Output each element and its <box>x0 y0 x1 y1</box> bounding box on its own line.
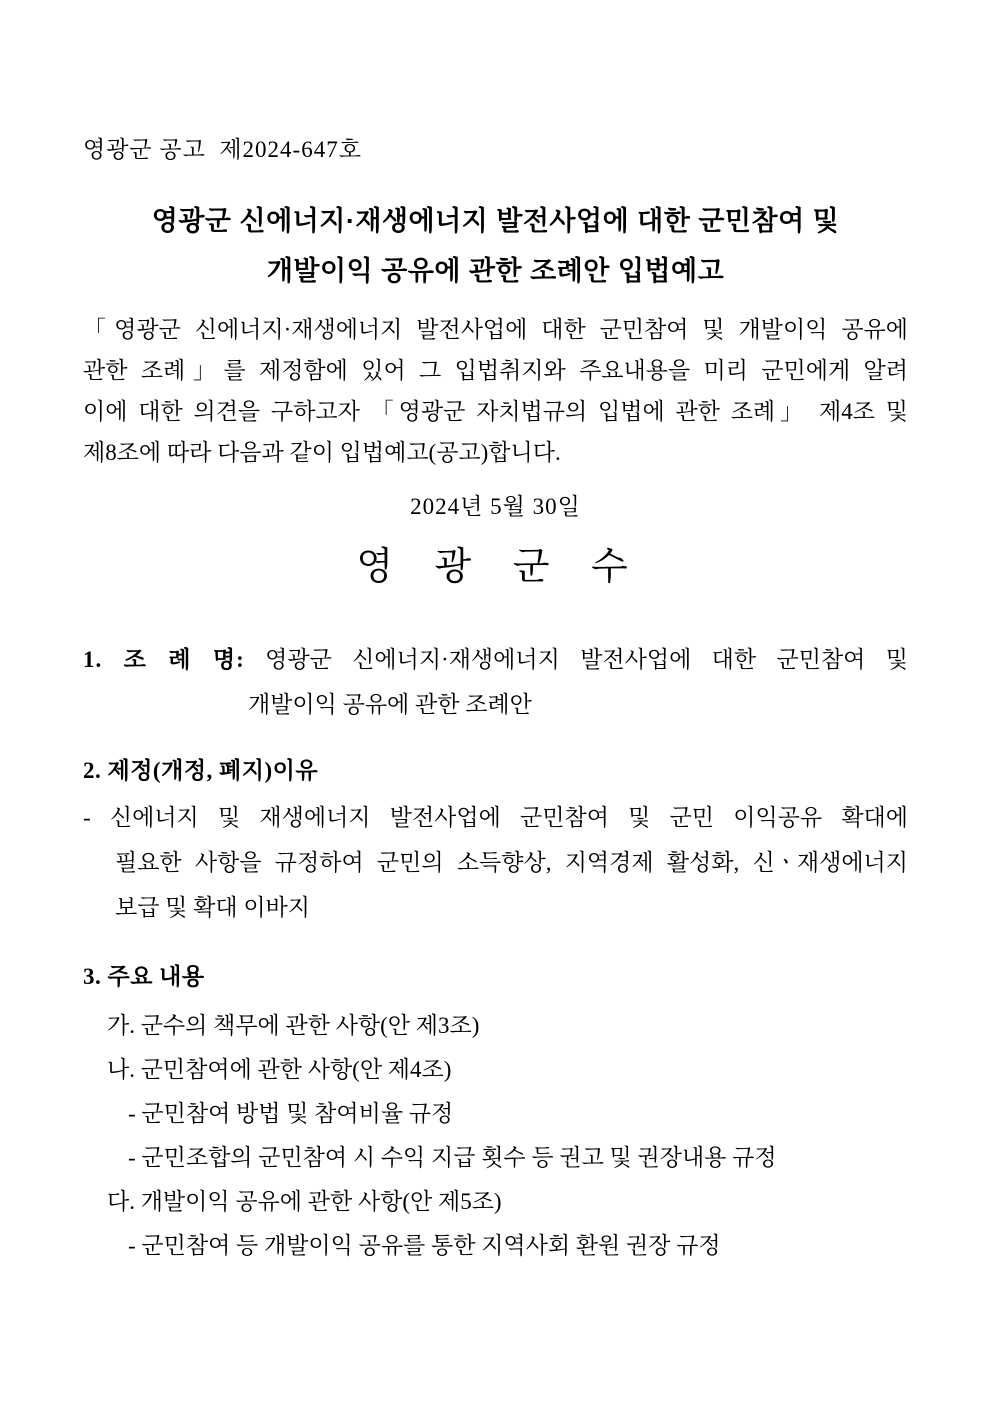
section-enactment-reason <box>83 749 908 930</box>
section1-line2: 개발이익 공유에 관한 조례안 <box>248 692 532 717</box>
section1-label: 1. 조 례 명: <box>83 647 245 672</box>
list-subitem-dash-2: - 군민조합의 군민참여 시 수익 지급 횟수 등 권고 및 권장내용 규정 <box>128 1145 777 1170</box>
section1-line1 <box>83 637 908 682</box>
section2-body <box>83 795 908 930</box>
section2-line-2: 필요한 사항을 규정하여 군민의 소득향상, 지역경제 활성화, 신ㆍ재생에너지 <box>115 850 908 875</box>
section3-heading: 3. 주요 내용 <box>83 964 205 989</box>
section3-item-list <box>83 1004 908 1268</box>
intro-paragraph <box>83 309 908 473</box>
section-main-contents <box>83 955 908 1268</box>
intro-line-4: 제8조에 따라 다음과 같이 입법예고(공고)합니다. <box>83 440 561 465</box>
intro-line-3: 이에 대한 의견을 구하고자 「영광군 자치법규의 입법에 관한 조례」 제4조 및 <box>83 399 908 424</box>
list-item-da: 다. 개발이익 공유에 관한 사항(안 제5조) <box>107 1189 502 1214</box>
announcement-date: 2024년 5월 30일 <box>410 494 581 519</box>
section2-heading: 2. 제정(개정, 폐지)이유 <box>83 758 319 783</box>
section2-line-3: 보급 및 확대 이바지 <box>115 895 310 920</box>
list-item-na: 나. 군민참여에 관한 사항(안 제4조) <box>107 1057 452 1082</box>
intro-line-1: 「영광군 신에너지·재생에너지 발전사업에 대한 군민참여 및 개발이익 공유에 <box>83 317 908 342</box>
notice-number: 영광군 공고 제2024-647호 <box>83 137 362 162</box>
list-subitem-dash-3: - 군민참여 등 개발이익 공유를 통한 지역사회 환원 권장 규정 <box>128 1233 721 1258</box>
section-ordinance-name <box>83 637 908 727</box>
intro-line-2: 관한 조례」를 제정함에 있어 그 입법취지와 주요내용을 미리 군민에게 알려 <box>83 358 908 383</box>
document-title <box>83 196 908 296</box>
section2-line-1: - 신에너지 및 재생에너지 발전사업에 군민참여 및 군민 이익공유 확대에 <box>83 805 908 830</box>
list-item-ga: 가. 군수의 책무에 관한 사항(안 제3조) <box>107 1013 480 1038</box>
document-title-line1: 영광군 신에너지·재생에너지 발전사업에 대한 군민참여 및 <box>151 206 840 236</box>
signature-county-governor: 영 광 군 수 <box>356 546 635 588</box>
list-subitem-dash-1: - 군민참여 방법 및 참여비율 규정 <box>128 1101 454 1126</box>
document-title-line2: 개발이익 공유에 관한 조례안 입법예고 <box>266 256 725 286</box>
section1-text: 영광군 신에너지·재생에너지 발전사업에 대한 군민참여 및 <box>244 647 908 672</box>
